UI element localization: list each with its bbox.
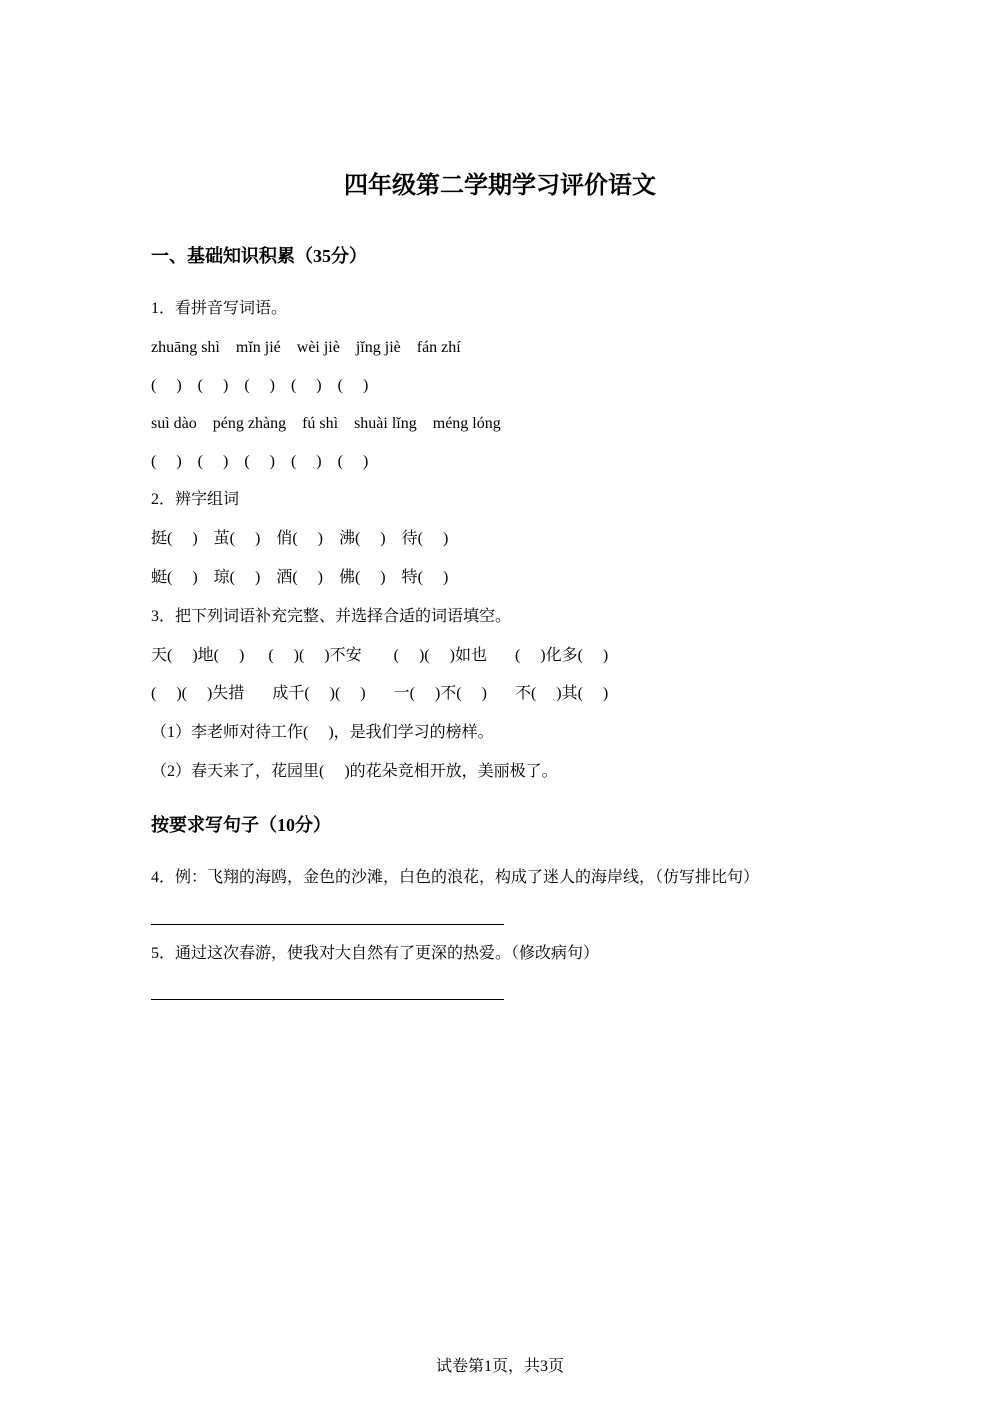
pinyin-row-1: zhuāng shì mǐn jié wèi jiè jǐng jiè fán zhí (151, 339, 461, 356)
question-2-prompt: 2．辨字组词 (151, 491, 240, 508)
idiom-row-2: ( )( )失措 成千( )( ) 一( )不( ) 不( )其( ) (151, 685, 609, 702)
idiom-row-1: 天( )地( ) ( )( )不安 ( )( )如也 ( )化多( ) (151, 647, 609, 664)
question-4-answer-line[interactable] (151, 924, 504, 925)
char-group-row-2: 蜓( ) 琼( ) 酒( ) 佛( ) 特( ) (151, 569, 449, 586)
section-1-heading: 一、基础知识积累（35分） (151, 246, 367, 266)
page-footer: 试卷第1页，共3页 (435, 1358, 564, 1375)
blanks-row-2: ( ) ( ) ( ) ( ) ( ) (151, 453, 369, 470)
pinyin-row-2: suì dào péng zhàng fú shì shuài lǐng méng lóng (151, 415, 501, 432)
fill-sentence-1: （1）李老师对待工作( )，是我们学习的榜样。 (151, 724, 494, 741)
question-3-prompt: 3．把下列词语补充完整、并选择合适的词语填空。 (151, 608, 512, 625)
question-5-answer-line[interactable] (151, 999, 504, 1000)
document-title: 四年级第二学期学习评价语文 (344, 173, 656, 199)
blanks-row-1: ( ) ( ) ( ) ( ) ( ) (151, 377, 369, 394)
question-5-prompt: 5．通过这次春游，使我对大自然有了更深的热爱。（修改病句） (151, 945, 600, 962)
fill-sentence-2: （2）春天来了，花园里( )的花朵竞相开放，美丽极了。 (151, 763, 558, 780)
section-2-heading: 按要求写句子（10分） (151, 815, 331, 835)
question-4-prompt: 4．例：飞翔的海鸥，金色的沙滩，白色的浪花，构成了迷人的海岸线，（仿写排比句） (151, 869, 760, 886)
char-group-row-1: 挺( ) 茧( ) 俏( ) 沸( ) 待( ) (151, 530, 449, 547)
question-1-prompt: 1．看拼音写词语。 (151, 300, 288, 317)
